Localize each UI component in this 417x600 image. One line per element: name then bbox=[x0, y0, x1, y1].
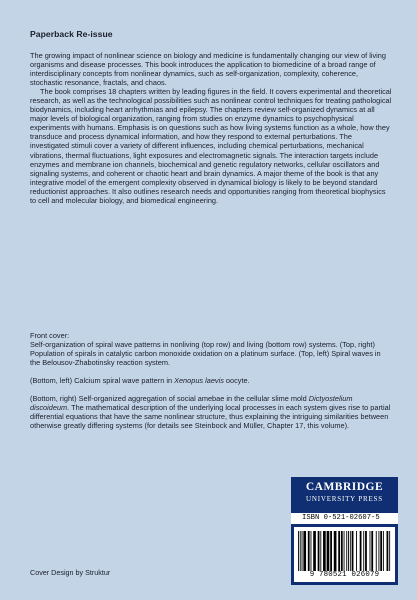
barcode-bar bbox=[298, 531, 299, 571]
caption-text: . The mathematical description of the underlying local processes in each system gives rise to partial differential equations that have the same nonlinear structure, thus explaining the intriguing similarities between otherwise greatly differing systems (for details see Steinbock and Müller, Chapter 17, this volume). bbox=[30, 403, 391, 431]
barcode-bar bbox=[376, 531, 377, 571]
caption-text: (Bottom, right) Self-organized aggregation of social amebae in the cellular slime mold bbox=[30, 394, 309, 404]
barcode-bar bbox=[371, 531, 373, 571]
caption-text: oocyte. bbox=[223, 376, 250, 386]
barcode-bar bbox=[334, 531, 337, 571]
page-heading: Paperback Re-issue bbox=[30, 29, 113, 39]
barcode-bar bbox=[320, 531, 321, 571]
barcode-bar bbox=[300, 531, 301, 571]
barcode-bar bbox=[327, 531, 330, 571]
publisher-subtitle: UNIVERSITY PRESS bbox=[306, 495, 383, 503]
isbn-label: ISBN 0-521-02607-5 bbox=[291, 513, 398, 524]
description-paragraph-1: The growing impact of nonlinear science on biology and medicine is fundamentally changing our view of living organisms and disease processes. This book introduces the application to biomedicine of a broad range of interdisciplinary concepts from nonlinear dynamics, such as self-organization, complexity, coherence, stochastic resonance, fractals, and chaos. bbox=[30, 51, 386, 88]
barcode-bar bbox=[363, 531, 364, 571]
barcode-bar bbox=[338, 531, 340, 571]
barcode-bars bbox=[298, 531, 391, 571]
publisher-box bbox=[291, 477, 398, 585]
barcode-bar bbox=[365, 531, 367, 571]
barcode-bar bbox=[350, 531, 351, 571]
front-cover-title: Front cover: bbox=[30, 331, 70, 340]
publisher-name: CAMBRIDGE bbox=[305, 481, 384, 493]
barcode-bar bbox=[330, 531, 332, 571]
barcode-bar bbox=[311, 531, 312, 571]
barcode-bar bbox=[356, 531, 357, 571]
barcode-bar bbox=[318, 531, 320, 571]
species-name: Dictyostelium discoideum bbox=[30, 394, 353, 413]
barcode-bar bbox=[348, 531, 349, 571]
cover-design-credit: Cover Design by Struktur bbox=[30, 568, 111, 577]
barcode-bar bbox=[380, 531, 382, 571]
barcode-bar bbox=[323, 531, 326, 571]
barcode bbox=[294, 527, 395, 582]
front-cover-caption bbox=[30, 331, 392, 431]
barcode-bar bbox=[302, 531, 303, 571]
barcode-number: 9 780521 026079 bbox=[309, 571, 380, 579]
front-cover-paragraph-2 bbox=[30, 376, 392, 385]
barcode-bar bbox=[352, 531, 354, 571]
barcode-bar bbox=[308, 531, 310, 571]
barcode-bar bbox=[341, 531, 343, 571]
barcode-bar bbox=[389, 531, 390, 571]
barcode-bar bbox=[303, 531, 306, 571]
barcode-bar bbox=[370, 531, 371, 571]
barcode-bar bbox=[387, 531, 389, 571]
barcode-bar bbox=[383, 531, 384, 571]
front-cover-paragraph-3 bbox=[30, 394, 392, 430]
barcode-bar bbox=[344, 531, 345, 571]
species-name: Xenopus laevis bbox=[174, 376, 224, 386]
front-cover-paragraph-1: Self-organization of spiral wave patterns in nonliving (top row) and living (bottom row) systems. (Top, right) Population of spirals in catalytic carbon monoxide oxidation on a platinum surface. (Top, left) Spiral waves in the Belousov-Zhabotinsky reaction system. bbox=[30, 340, 381, 368]
barcode-bar bbox=[378, 531, 379, 571]
barcode-bar bbox=[346, 531, 347, 571]
barcode-bar bbox=[313, 531, 316, 571]
caption-text: (Bottom, left) Calcium spiral wave pattern in bbox=[30, 376, 175, 386]
barcode-bar bbox=[360, 531, 362, 571]
description-paragraph-2: The book comprises 18 chapters written by leading figures in the field. It covers experimental and theoretical research, as well as the technological possibilities such as nonlinear control techniques for treating pathological biodynamics, including heart arrhythmias and epilepsy. The chapters review self-organized dynamics at all major levels of biological organization, ranging from studies on enzyme dynamics to psychophysical experiments with humans. Emphasis is on questions such as how living systems function as a whole, how they transduce and process dynamical information, and how they respond to external perturbations. The investigated stimuli cover a variety of different influences, including chemical perturbations, mechanical vibrations, thermal fluctuations, light exposures and electromagnetic signals. The interaction targets include enzymes and membrane ion channels, biochemical and genetic regulatory networks, cellular oscillators and signaling systems, and coherent or chaotic heart and brain dynamics. A major theme of the book is that any integrative model of the emergent complexity observed in dynamical biology is likely to be beyond standard reductionist approaches. It also outlines research needs and opportunities ranging from theoretical biophysics to cell and molecular biology, and biomedical engineering. bbox=[30, 87, 392, 205]
book-description bbox=[30, 51, 392, 205]
